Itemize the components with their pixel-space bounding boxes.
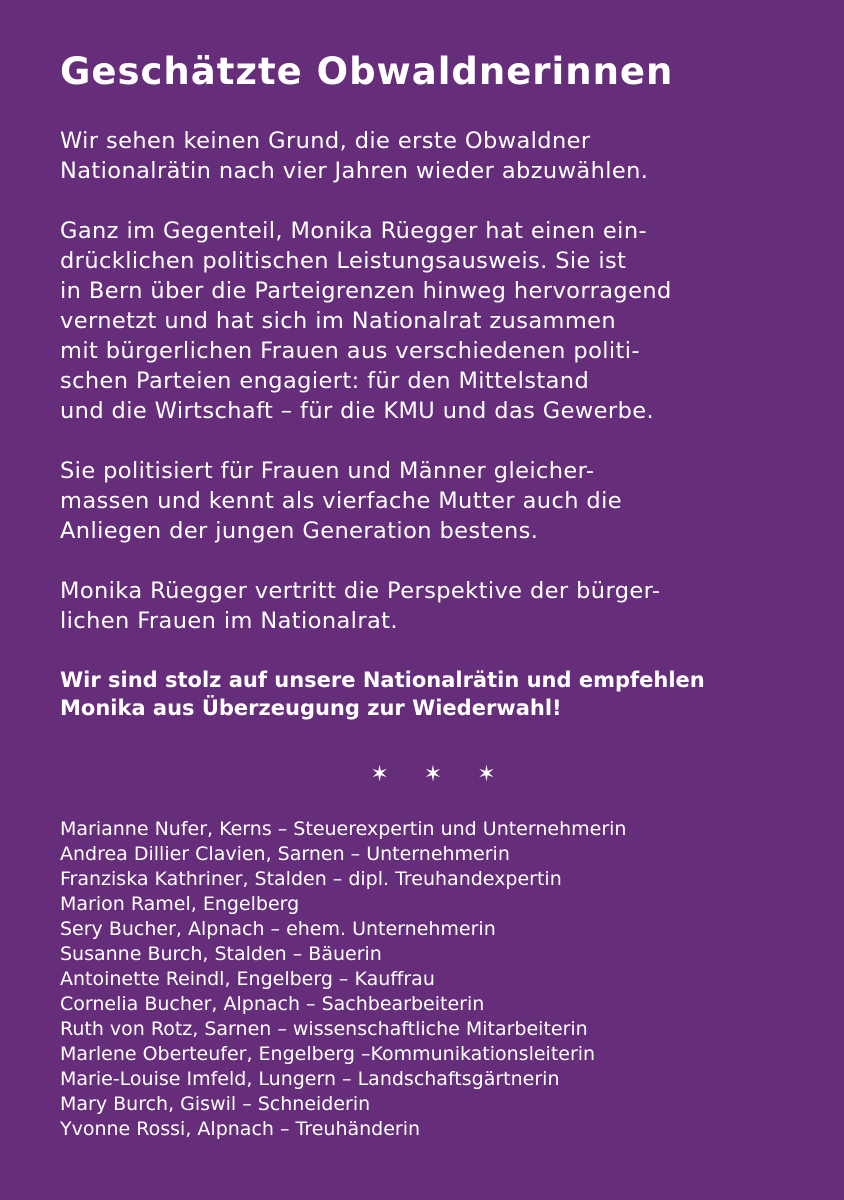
signatory-list [60,817,800,1142]
closing-line: Monika aus Überzeugung zur Wiederwahl! [60,696,562,720]
paragraph-family [60,456,800,546]
list-item: Sery Bucher, Alpnach – ehem. Unternehmerin [60,918,496,940]
list-item: Andrea Dillier Clavien, Sarnen – Unternehmerin [60,843,510,865]
list-item: Yvonne Rossi, Alpnach – Treuhänderin [60,1118,421,1140]
letter [60,46,800,1142]
closing-line: Wir sind stolz auf unsere Nationalrätin und empfehlen [60,668,705,692]
list-item: Marianne Nufer, Kerns – Steuerexpertin und Unternehmerin [60,818,627,840]
paragraph-line: schen Parteien engagiert: für den Mittelstand [60,368,590,394]
paragraph-line: lichen Frauen im Nationalrat. [60,608,398,634]
paragraph-line: Nationalrätin nach vier Jahren wieder abzuwählen. [60,158,649,184]
paragraph-line: vernetzt und hat sich im Nationalrat zusammen [60,308,617,334]
page-title: Geschätzte Obwaldnerinnen [60,50,674,93]
list-item: Ruth von Rotz, Sarnen – wissenschaftliche Mitarbeiterin [60,1018,588,1040]
star-separator: ✶ ✶ ✶ [370,762,510,787]
paragraph-perspective [60,576,800,636]
paragraph-intro [60,126,800,186]
paragraph-line: Sie politisiert für Frauen und Männer gleicher- [60,458,595,484]
paragraph-line: Wir sehen keinen Grund, die erste Obwaldner [60,128,591,154]
paragraph-line: in Bern über die Parteigrenzen hinweg hervorragend [60,278,672,304]
paragraph-line: drücklichen politischen Leistungsausweis. Sie ist [60,248,627,274]
list-item: Susanne Burch, Stalden – Bäuerin [60,943,382,965]
list-item: Cornelia Bucher, Alpnach – Sachbearbeiterin [60,993,485,1015]
list-item: Marie-Louise Imfeld, Lungern – Landschaftsgärtnerin [60,1068,560,1090]
paragraph-line: mit bürgerlichen Frauen aus verschiedenen politi- [60,338,640,364]
paragraph-line: Anliegen der jungen Generation bestens. [60,518,539,544]
list-item: Marlene Oberteufer, Engelberg –Kommunikationsleiterin [60,1043,596,1065]
closing-statement [60,666,800,722]
paragraph-line: und die Wirtschaft – für die KMU und das Gewerbe. [60,398,655,424]
list-item: Franziska Kathriner, Stalden – dipl. Treuhandexpertin [60,868,562,890]
list-item: Antoinette Reindl, Engelberg – Kauffrau [60,968,435,990]
paragraph-line: Ganz im Gegenteil, Monika Rüegger hat einen ein- [60,218,648,244]
paragraph-achievements [60,216,800,426]
list-item: Marion Ramel, Engelberg [60,893,300,915]
paragraph-line: massen und kennt als vierfache Mutter auch die [60,488,623,514]
paragraph-line: Monika Rüegger vertritt die Perspektive der bürger- [60,578,661,604]
list-item: Mary Burch, Giswil – Schneiderin [60,1093,371,1115]
